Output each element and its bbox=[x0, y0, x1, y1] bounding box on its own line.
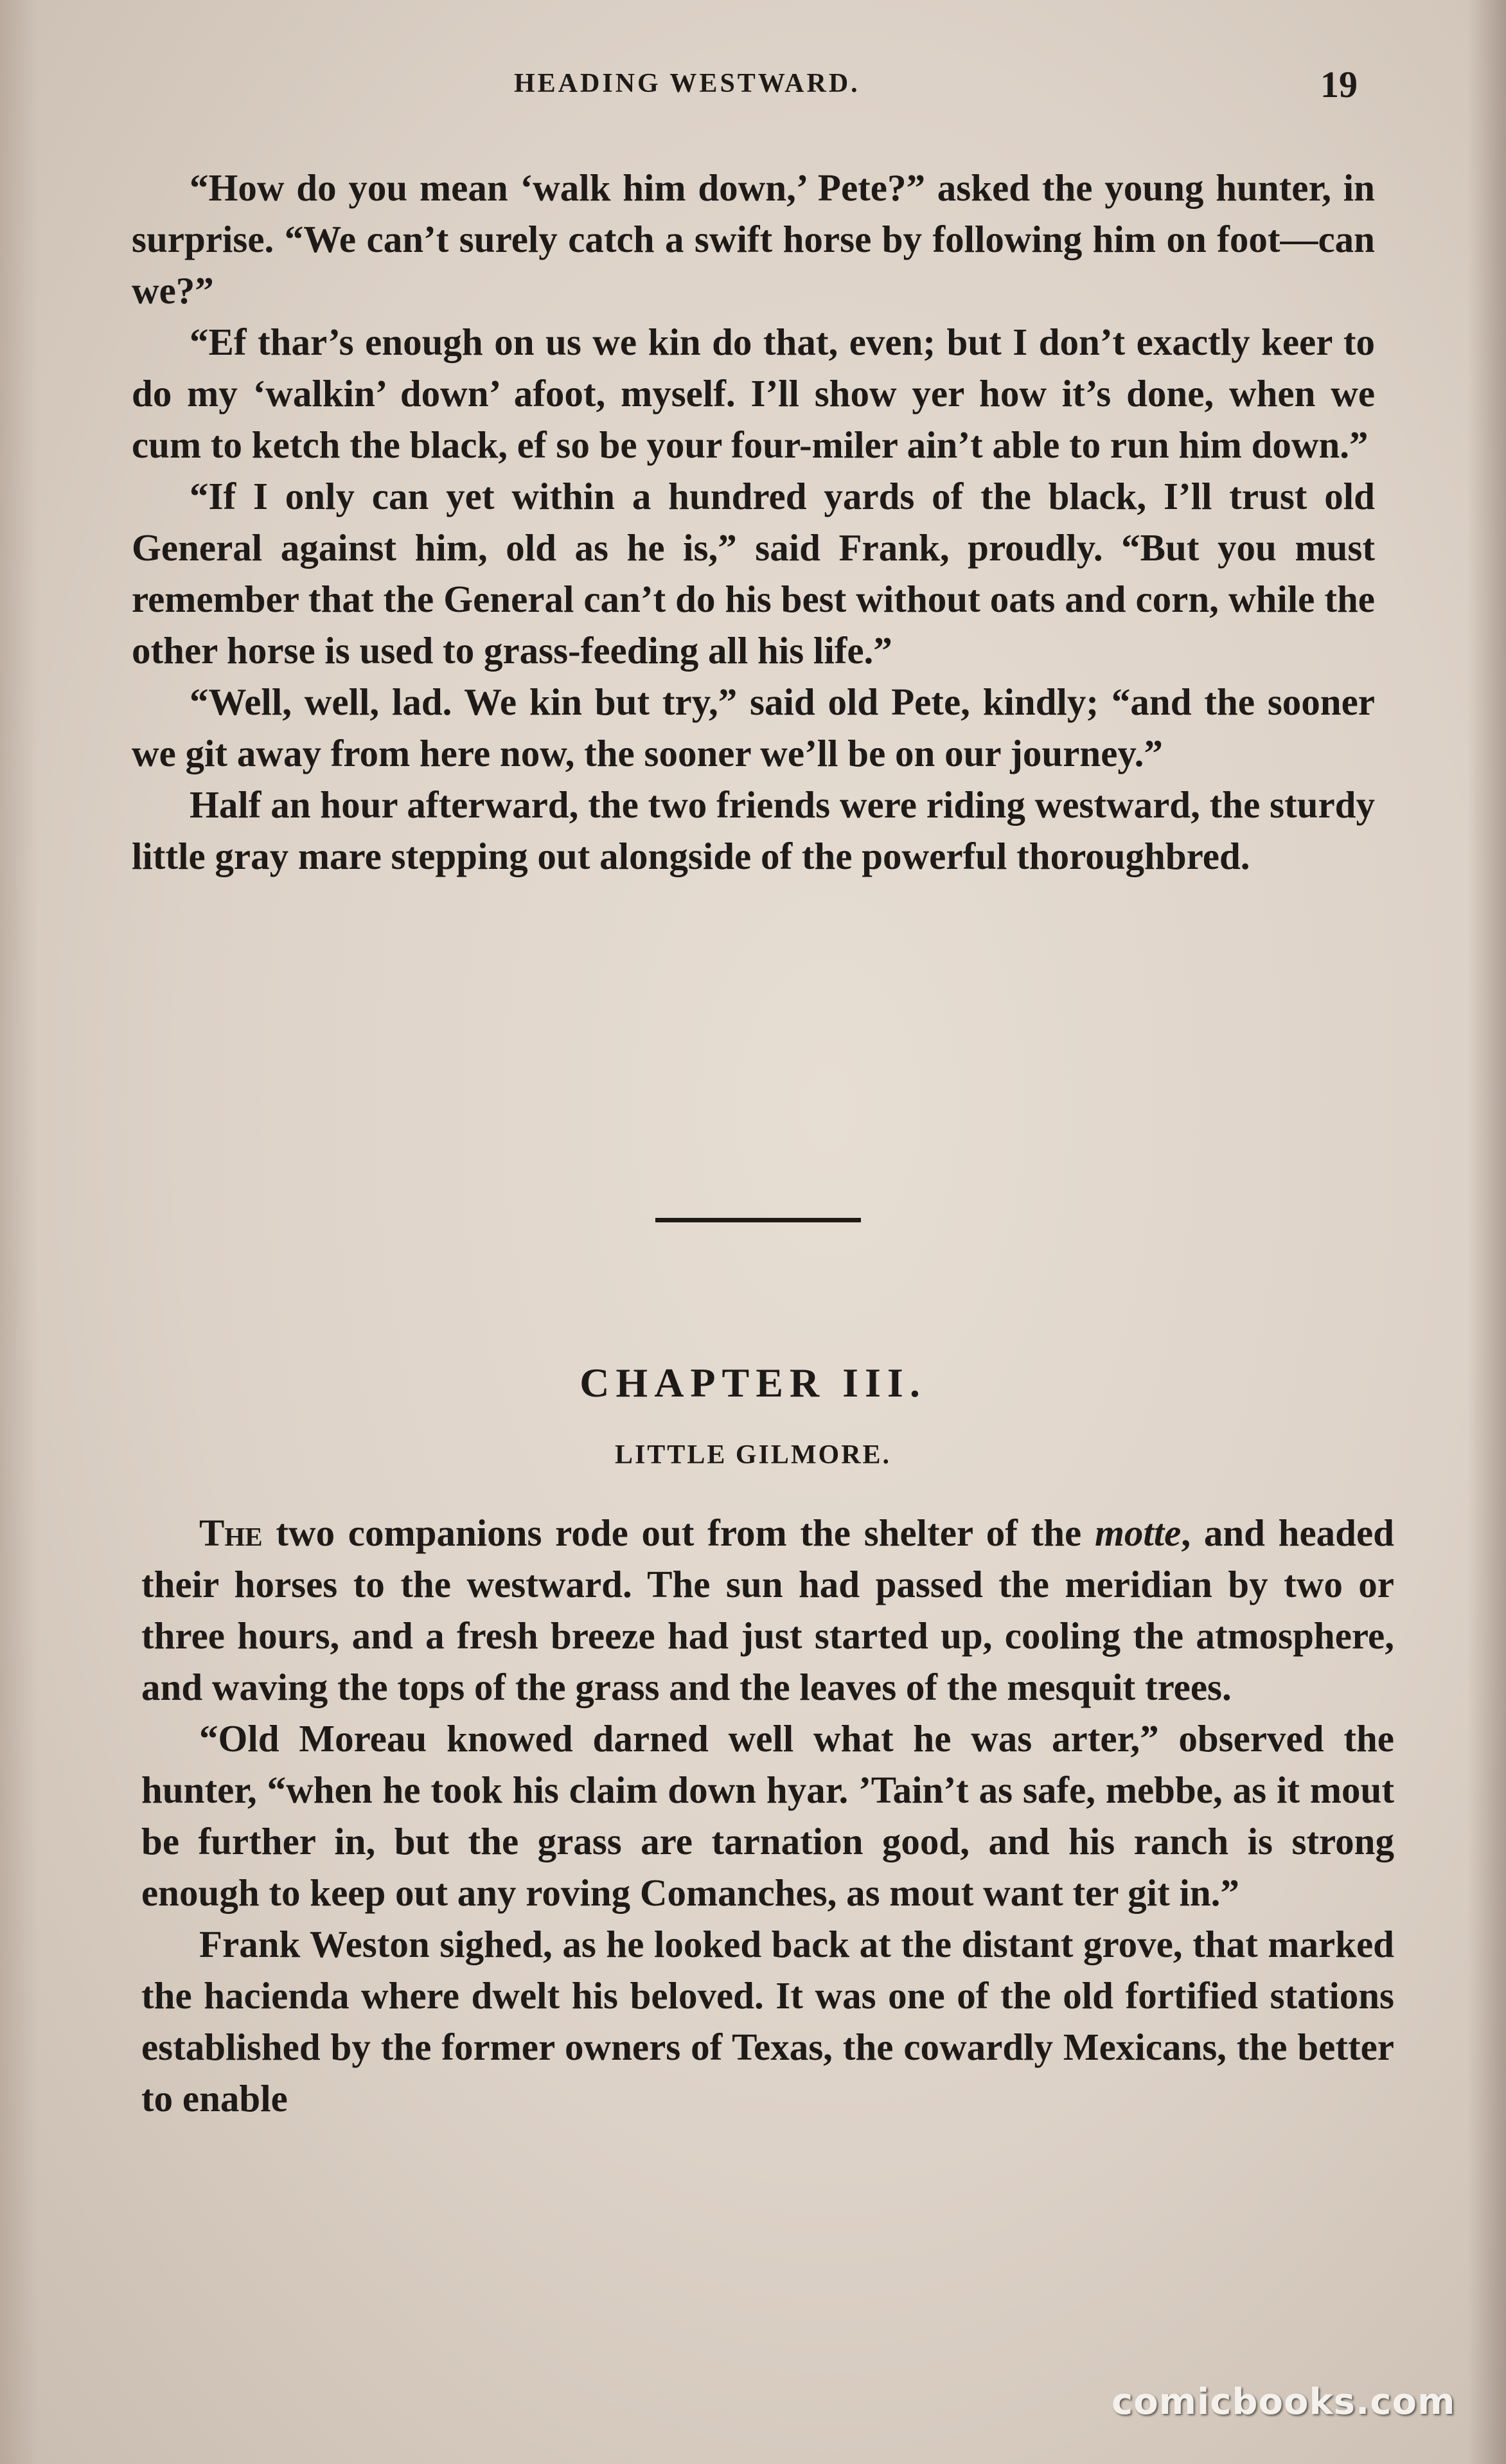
page-edge-shadow-right bbox=[1467, 0, 1506, 2464]
watermark: comicbooks.com bbox=[1112, 2381, 1456, 2423]
paragraph: “Old Moreau knowed darned well what he was arter,” observed the hunter, “when he took his claim down hyar. ’Tain’t as safe, mebbe, as it mout be further in, but the grass are tarnation good, and his ranch is strong enough to keep out any roving Comanches, as mout want ter git in.” bbox=[141, 1717, 1394, 1914]
paragraph-text: two companions rode out from the shelter of the bbox=[262, 1512, 1095, 1554]
chapter-title: LITTLE GILMORE. bbox=[614, 1440, 892, 1470]
paragraph: “Well, well, lad. We kin but try,” said old Pete, kindly; “and the sooner we git away from here now, the sooner we’ll be on our journey.” bbox=[132, 681, 1375, 774]
italic-word: motte bbox=[1094, 1512, 1182, 1554]
paragraph: Frank Weston sighed, as he looked back at the distant grove, that marked the hacienda where dwelt his beloved. It was one of the old fortified stations established by the former owners of Texas, the cowardly Mexicans, the better to enable bbox=[141, 1923, 1394, 2120]
paragraph-text: , and headed their horses to the westward. The sun had passed the meridian by two or three hours, and a fresh breeze had just started up, cooling the atmosphere, and waving the tops of the grass and the leaves of the mesquit trees. bbox=[141, 1512, 1394, 1708]
section-divider bbox=[655, 1218, 861, 1222]
paragraph: “Ef thar’s enough on us we kin do that, even; but I don’t exactly keer to do my ‘walkin’ down’ afoot, myself. I’ll show yer how it’s done, when we cum to ketch the black, ef so be your four-miler ain’t able to run him down.” bbox=[132, 321, 1375, 466]
paragraph bbox=[141, 1507, 1394, 1713]
chapter-number: CHAPTER III. bbox=[580, 1360, 926, 1406]
paragraph: “If I only can yet within a hundred yards of the black, I’ll trust old General against him, old as he is,” said Frank, proudly. “But you must remember that the General can’t do his best without oats and corn, while the other horse is used to grass-feeding all his life.” bbox=[132, 475, 1375, 672]
page-number: 19 bbox=[1320, 64, 1358, 105]
bottom-text-block bbox=[141, 1507, 1394, 2124]
opening-word: The bbox=[199, 1512, 263, 1554]
running-title: HEADING WESTWARD. bbox=[514, 69, 860, 98]
page-edge-shadow-left bbox=[0, 0, 39, 2464]
paragraph: Half an hour afterward, the two friends were riding westward, the sturdy little gray mare stepping out alongside of the powerful thoroughbred. bbox=[132, 783, 1375, 877]
paragraph: “How do you mean ‘walk him down,’ Pete?” asked the young hunter, in surprise. “We can’t surely catch a swift horse by following him on foot—can we?” bbox=[132, 166, 1375, 312]
top-text-block bbox=[132, 162, 1375, 882]
running-head bbox=[0, 63, 1506, 108]
